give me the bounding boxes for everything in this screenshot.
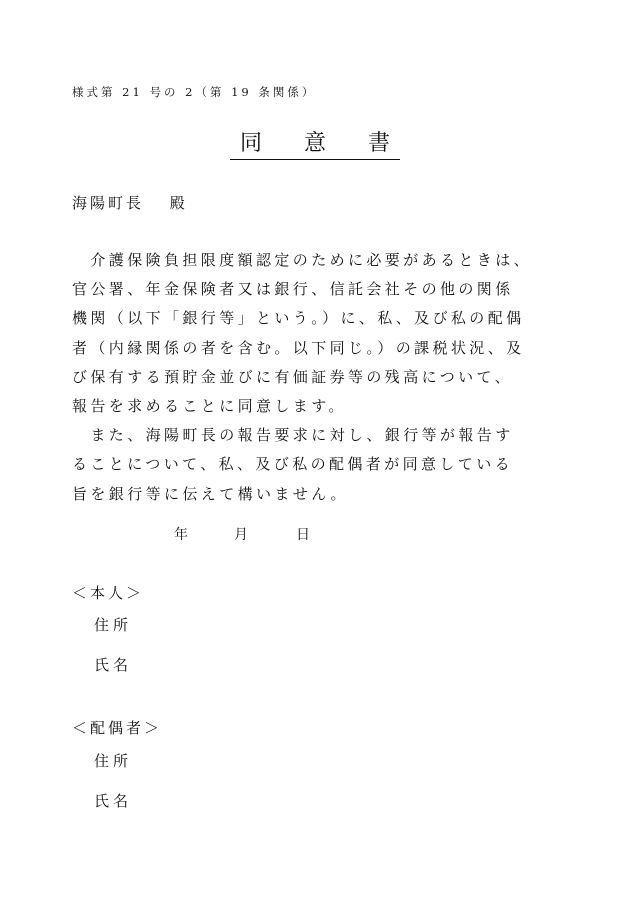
spouse-address-label: 住所 <box>94 752 133 770</box>
body-line: 者（内縁関係の者を含む。以下同じ。）の課税状況、及 <box>72 338 525 357</box>
document-title-block <box>0 130 630 160</box>
addressee: 海陽町長 殿 <box>72 194 188 212</box>
date-day-label: 日 <box>296 527 310 543</box>
body-line: 機関（以下「銀行等」という。）に、私、及び私の配偶 <box>72 309 525 328</box>
document-title: 同 意 書 <box>230 130 400 160</box>
date-month-label: 月 <box>234 527 248 543</box>
body-line: 報告を求めることに同意します。 <box>72 396 347 415</box>
applicant-address-label: 住所 <box>94 616 133 634</box>
body-line: ることについて、私、及び私の配偶者が同意している <box>72 455 514 474</box>
body-line: また、海陽町長の報告要求に対し、銀行等が報告す <box>72 426 514 445</box>
body-line: 旨を銀行等に伝えて構いません。 <box>72 484 349 503</box>
form-number: 様式第 21 号の 2（第 19 条関係） <box>72 85 317 99</box>
applicant-name-label: 氏名 <box>94 656 133 674</box>
spouse-heading: ＜配偶者＞ <box>72 719 163 737</box>
body-line: 介護保険負担限度額認定のために必要があるときは、 <box>72 251 533 269</box>
spouse-name-label: 氏名 <box>94 792 133 810</box>
body-line: び保有する預貯金並びに有価証券等の残高について、 <box>72 367 514 386</box>
applicant-heading: ＜本人＞ <box>72 584 145 602</box>
date-year-label: 年 <box>174 527 188 543</box>
body-line: 官公署、年金保険者又は銀行、信託会社その他の関係 <box>72 280 514 299</box>
consent-body <box>72 246 572 509</box>
